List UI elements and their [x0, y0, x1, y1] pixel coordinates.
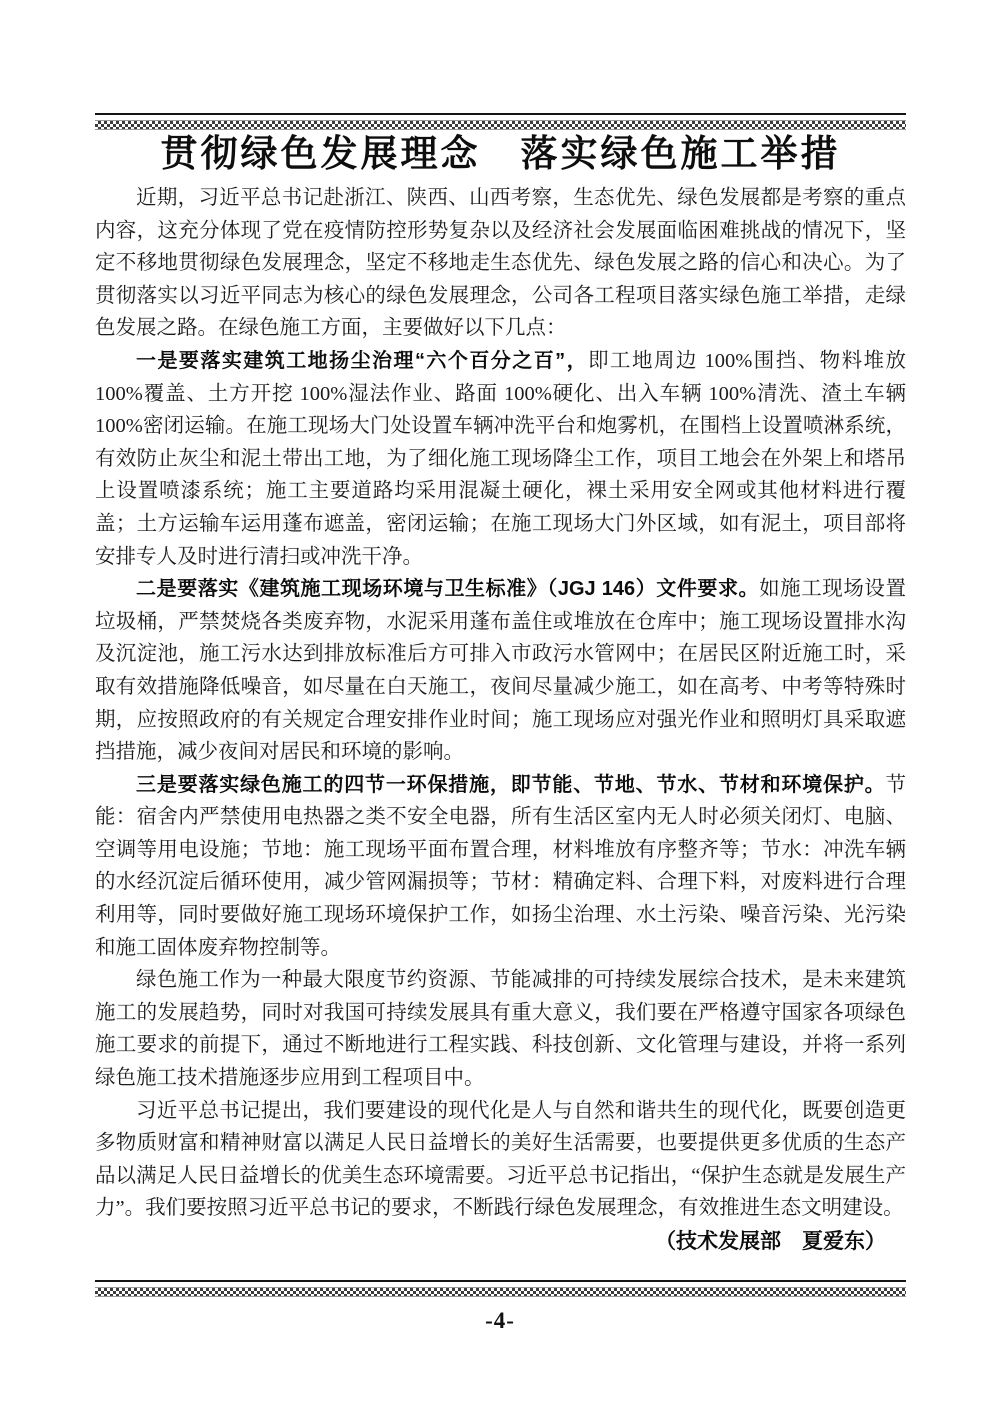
bottom-thin-rule	[95, 1280, 906, 1282]
top-thin-rule	[95, 113, 906, 115]
bottom-pattern-rule	[95, 1287, 906, 1297]
paragraph-text: 如施工现场设置垃圾桶，严禁焚烧各类废弃物，水泥采用蓬布盖住或堆放在仓库中；施工现场设置排水沟及沉淀池，施工污水达到排放标准后方可排入市政污水管网中；在居民区附近施工时，采取有效措施降低噪音，如尽量在白天施工，夜间尽量减少施工，如在高考、中考等特殊时期，应按照政府的有关规定合理安排作业时间；施工现场应对强光作业和照明灯具采取遮挡措施，减少夜间对居民和环境的影响。	[95, 578, 906, 764]
article-paragraph-closing	[95, 1095, 906, 1225]
paragraph-lead: 一是要落实建筑工地扬尘治理“六个百分之百”，	[136, 349, 589, 372]
paragraph-text: 近期，习近平总书记赴浙江、陕西、山西考察，生态优先、绿色发展都是考察的重点内容，这充分体现了党在疫情防控形势复杂以及经济社会发展面临困难挑战的情况下，坚定不移地贯彻绿色发展理念，坚定不移地走生态优先、绿色发展之路的信心和决心。为了贯彻落实以习近平同志为核心的绿色发展理念，公司各工程项目落实绿色施工举措，走绿色发展之路。在绿色施工方面，主要做好以下几点：	[95, 187, 906, 340]
article-paragraph-point-1	[95, 345, 906, 573]
article-title: 贯彻绿色发展理念 落实绿色施工举措	[160, 134, 841, 175]
paragraph-lead: 三是要落实绿色施工的四节一环保措施，即节能、节地、节水、节材和环境保护。	[136, 773, 886, 796]
article-paragraph-intro	[95, 182, 906, 345]
article-body	[95, 182, 906, 1258]
article-signature: （技术发展部 夏爱东）	[655, 1229, 886, 1253]
page-number: -4-	[485, 1308, 515, 1333]
paragraph-text: 习近平总书记提出，我们要建设的现代化是人与自然和谐共生的现代化，既要创造更多物质财富和精神财富以满足人民日益增长的美好生活需要，也要提供更多优质的生态产品以满足人民日益增长的优美生态环境需要。习近平总书记指出，“保护生态就是发展生产力”。我们要按照习近平总书记的要求，不断践行绿色发展理念，有效推进生态文明建设。	[95, 1099, 906, 1220]
top-pattern-rule	[95, 120, 906, 130]
paragraph-text: 节能：宿舍内严禁使用电热器之类不安全电器，所有生活区室内无人时必须关闭灯、电脑、空调等用电设施；节地：施工现场平面布置合理，材料堆放有序整齐等；节水：冲洗车辆的水经沉淀后循环使用，减少管网漏损等；节材：精确定料、合理下料，对废料进行合理利用等，同时要做好施工现场环境保护工作，如扬尘治理、水土污染、噪音污染、光污染和施工固体废弃物控制等。	[95, 773, 906, 959]
article-paragraph-summary	[95, 964, 906, 1094]
paragraph-text: 即工地周边 100%围挡、物料堆放 100%覆盖、土方开挖 100%湿法作业、路面 100%硬化、出入车辆 100%清洗、渣土车辆 100%密闭运输。在施工现场大门处设置车辆冲洗平台和炮雾机，在围档上设置喷淋系统，有效防止灰尘和泥土带出工地，为了细化施工现场降尘工作，项目工地会在外架上和塔吊上设置喷漆系统；施工主要道路均采用混凝土硬化，裸土采用安全网或其他材料进行覆盖；土方运输车运用蓬布遮盖，密闭运输；在施工现场大门外区域，如有泥土，项目部将安排专人及时进行清扫或冲洗干净。	[95, 349, 907, 568]
paragraph-text: 绿色施工作为一种最大限度节约资源、节能减排的可持续发展综合技术，是未来建筑施工的发展趋势，同时对我国可持续发展具有重大意义，我们要在严格遵守国家各项绿色施工要求的前提下，通过不断地进行工程实践、科技创新、文化管理与建设，并将一系列绿色施工技术措施逐步应用到工程项目中。	[95, 969, 906, 1090]
article-paragraph-point-3	[95, 769, 906, 965]
paragraph-lead: 二是要落实《建筑施工现场环境与卫生标准》（JGJ 146）文件要求。	[136, 578, 760, 601]
article-paragraph-point-2	[95, 573, 906, 769]
